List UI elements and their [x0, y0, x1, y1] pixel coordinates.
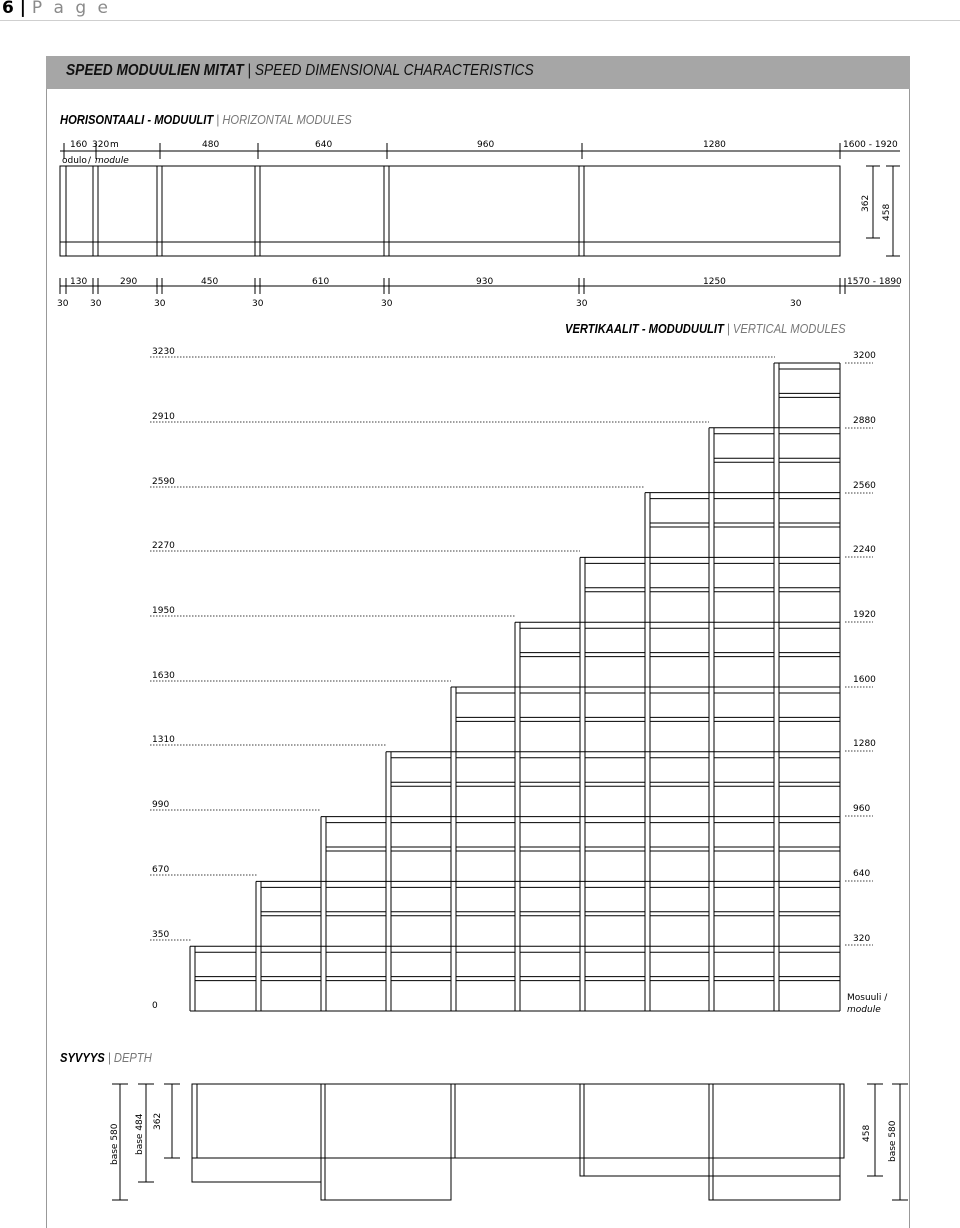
- vert-right-label: 2560: [853, 481, 876, 491]
- vert-module-label-en: module: [847, 1005, 881, 1015]
- page-number-value: 6: [2, 0, 14, 18]
- hor-top-label-480: 480: [202, 140, 220, 150]
- hor-module-label-en: module: [95, 156, 129, 166]
- hor-top-label-160: 160: [70, 140, 88, 150]
- vert-left-label: 670: [152, 865, 170, 875]
- vertical-modules-staircase: [190, 363, 840, 1011]
- horizontal-title-fi: HORISONTAALI - MODUULIT: [60, 112, 214, 127]
- hor-top-label-960: 960: [477, 140, 495, 150]
- hor-top-label-1600-1920: 1600 - 1920: [843, 140, 898, 150]
- hor-gap-label: 30: [154, 299, 166, 309]
- vertical-title-fi: VERTIKAALIT - MODUDUULIT: [565, 321, 724, 336]
- page-title-fi: SPEED MODUULIEN MITAT: [66, 62, 244, 79]
- vertical-title-sep: |: [723, 321, 733, 336]
- vert-left-label: 1950: [152, 606, 175, 616]
- vert-left-label: 1310: [152, 735, 175, 745]
- page-number-separator: |: [13, 0, 32, 18]
- vert-right-label: 1920: [853, 610, 876, 620]
- hor-gap-label: 30: [252, 299, 264, 309]
- hor-top-labels: [70, 140, 898, 150]
- hor-bottom-label-930: 930: [476, 277, 494, 287]
- depth-dim-base-484: base 484: [135, 1113, 145, 1155]
- horizontal-title-en: HORIZONTAL MODULES: [222, 112, 352, 127]
- depth-title-fi: SYVYYS: [60, 1050, 105, 1065]
- page-word: P a g e: [31, 0, 112, 18]
- page-title-en: SPEED DIMENSIONAL CHARACTERISTICS: [254, 62, 534, 79]
- hor-bottom-label-610: 610: [312, 277, 330, 287]
- vert-right-label: 3200: [853, 351, 876, 361]
- hor-bottom-label-130: 130: [70, 277, 88, 287]
- vert-right-labels: [853, 351, 876, 944]
- vert-left-label: 3230: [152, 347, 175, 357]
- hor-bottom-label-1250: 1250: [703, 277, 726, 287]
- depth-dim-base-580-right: base 580: [888, 1120, 898, 1162]
- hor-bottom-label-450: 450: [201, 277, 219, 287]
- hor-gap-label: 30: [90, 299, 102, 309]
- hor-bottom-label-1570-1890: 1570 - 1890: [847, 277, 902, 287]
- depth-title-sep: |: [104, 1050, 114, 1065]
- hor-gap-label: 30: [576, 299, 588, 309]
- hor-gap-label: 30: [57, 299, 69, 309]
- depth-dim-362: 362: [153, 1112, 163, 1130]
- hor-top-label-640: 640: [315, 140, 333, 150]
- vert-right-label: 640: [853, 869, 871, 879]
- vert-right-label: 2880: [853, 416, 876, 426]
- vert-left-label: 2910: [152, 412, 175, 422]
- vert-left-label: 350: [152, 930, 170, 940]
- depth-dim-base-580-left: base 580: [110, 1123, 120, 1165]
- vertical-guide-lines: [150, 357, 873, 945]
- depth-dim-458: 458: [862, 1124, 872, 1142]
- vert-left-label: 2590: [152, 477, 175, 487]
- hor-side-dim-362: 362: [861, 194, 871, 212]
- hor-gap-labels: [57, 299, 802, 309]
- vert-left-labels: [152, 347, 175, 1011]
- page-title-sep: |: [243, 62, 255, 79]
- hor-side-dim-458: 458: [882, 203, 892, 221]
- horizontal-title-sep: |: [213, 112, 223, 127]
- vert-module-label-fi: Mosuuli /: [847, 993, 888, 1003]
- depth-title-en: DEPTH: [113, 1050, 152, 1065]
- vert-left-label: 990: [152, 800, 170, 810]
- hor-module-slash: /: [88, 156, 92, 166]
- depth-drawing: [112, 1084, 908, 1200]
- hor-module-label-fi: odulo: [62, 156, 87, 166]
- vert-right-label: 1600: [853, 675, 876, 685]
- vert-right-label: 320: [853, 934, 871, 944]
- hor-top-label-1280: 1280: [703, 140, 726, 150]
- vert-left-label: 0: [152, 1001, 158, 1011]
- hor-gap-label: 30: [790, 299, 802, 309]
- hor-top-mm: m: [110, 140, 119, 150]
- vert-right-label: 960: [853, 804, 871, 814]
- vert-right-label: 2240: [853, 545, 876, 555]
- vert-left-label: 2270: [152, 541, 175, 551]
- vert-right-label: 1280: [853, 739, 876, 749]
- hor-gap-label: 30: [381, 299, 393, 309]
- vert-left-label: 1630: [152, 671, 175, 681]
- vertical-title-en: VERTICAL MODULES: [732, 321, 846, 336]
- hor-bottom-label-290: 290: [120, 277, 138, 287]
- hor-top-label-320: 320: [92, 140, 110, 150]
